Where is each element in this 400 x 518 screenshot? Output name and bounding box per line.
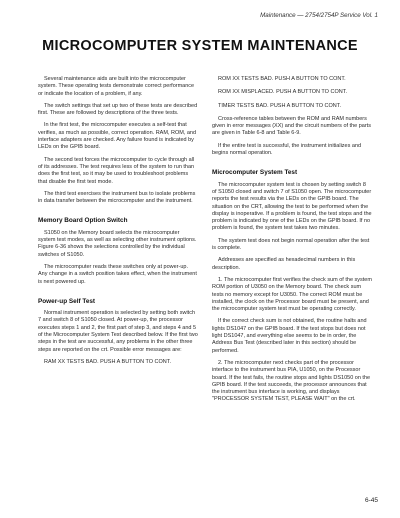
no-normal-operation-paragraph: The system test does not begin normal operation after the test is complete. bbox=[212, 237, 370, 252]
error-message-timer: TIMER TESTS BAD. PUSH A BUTTON TO CONT. bbox=[218, 102, 342, 109]
s1050-paragraph: S1050 on the Memory board selects the microcomputer system test modes, as well as selecting other instrument options. Figure 6-36 shows the selections controlled by the individual switches of S1050. bbox=[38, 229, 197, 258]
memory-board-heading: Memory Board Option Switch bbox=[38, 217, 128, 225]
system-test-paragraph: The microcomputer system test is chosen by setting switch 8 of S1050 closed and switch 7 of S1050 open. The microcomputer reports the test results via the LEDs on the GPIB board. The situation on the CRT, allowing the test to be performed when the display is inoperative. If a problem is found, the test stops and the problem is indicated by one of the LEDs on the GPIB board. If no problem is found, the system test takes two minutes. bbox=[212, 181, 372, 232]
error-message-rom-misplaced: ROM XX MISPLACED. PUSH A BUTTON TO CONT. bbox=[218, 89, 347, 96]
second-test-paragraph: The second test forces the microcomputer to cycle through all of its addresses. The test requires less of the system to run than does the first test, so it may be used to troubleshoot problems that disable the first test mode. bbox=[38, 156, 195, 185]
step-1-paragraph: 1. The microcomputer first verifies the check sum of the system ROM portion of U3050 on the Memory board. The check sum tests no memory except for U3050. The correct ROM must be installed, the clock on the Processor board must be present, and the microcomputer system test must be operating correctly. bbox=[212, 276, 372, 313]
hex-address-paragraph: Addresses are specified as hexadecimal numbers in this description. bbox=[212, 257, 356, 271]
normal-operation-paragraph: Normal instrument operation is selected by setting both switch 7 and switch 8 of S1050 closed. At power-up, the processor executes steps 1 and 2, the first part of step 3, and steps 4 and 5 of the Microcomputer System Test described below. If the first two steps in the test are successful, any problems in the other three steps are reported on the crt. Possible error messages are: bbox=[38, 310, 198, 353]
test-success-paragraph: If the entire test is successful, the instrument initializes and begins normal operation. bbox=[212, 142, 362, 157]
running-header: Maintenance — 2754/2754P Service Vol. 1 bbox=[260, 12, 378, 19]
intro-paragraph: Several maintenance aids are built into the microcomputer system. These operating tests demonstrate correct performance or indicate the location of a problem, if any. bbox=[38, 76, 195, 97]
cross-reference-paragraph: Cross-reference tables between the ROM and RAM numbers given in error messages (XX) and the circuit numbers of the parts are given in Table 6-8 and Table 6-9. bbox=[212, 115, 371, 137]
error-message-ram: RAM XX TESTS BAD. PUSH A BUTTON TO CONT. bbox=[44, 358, 172, 365]
first-test-paragraph: In the first test, the microcomputer executes a self-test that verifies, as much as possible, correct operation. RAM, ROM, and interface adapters are checked. Any failure found is indicated by LEDs on the GPIB board. bbox=[38, 122, 197, 151]
page-number: 6-45 bbox=[364, 497, 378, 504]
powerup-read-paragraph: The microcomputer reads these switches only at power-up. Any change in a switch position takes effect, when the instrument is next powered up. bbox=[38, 263, 197, 285]
self-test-heading: Power-up Self Test bbox=[38, 297, 96, 305]
third-test-paragraph: The third test exercises the instrument bus to isolate problems in data transfer between the microcomputer and the instrument. bbox=[38, 190, 196, 205]
left-column bbox=[38, 76, 198, 372]
switch-settings-paragraph: The switch settings that set up two of these tests are described first. These are followed by descriptions of the three tests. bbox=[38, 102, 198, 117]
right-column bbox=[212, 76, 372, 409]
error-message-rom-bad: ROM XX TESTS BAD. PUSH A BUTTON TO CONT. bbox=[218, 76, 346, 82]
system-test-heading: Microcomputer System Test bbox=[212, 169, 298, 177]
step-2-paragraph: 2. The microcomputer next checks part of the processor interface to the instrument bus PIA, U1050, on the Processor board. If the test fails, the routine stops and lights DS1050 on the GPIB board. If the test succeeds, the processor announces that the instrument bus interface is working, and displays "PROCESSOR SYSTEM TEST, PLEASE WAIT" on the crt. bbox=[212, 359, 371, 403]
page-title: MICROCOMPUTER SYSTEM MAINTENANCE bbox=[42, 38, 358, 54]
check-sum-paragraph: If the correct check sum is not obtained, the routine halts and lights DS1047 on the GPIB board. If the test stops but does not light DS1047, and everything else seems to be in order, the Address Bus Test (described later in this section) should be performed. bbox=[212, 318, 367, 354]
